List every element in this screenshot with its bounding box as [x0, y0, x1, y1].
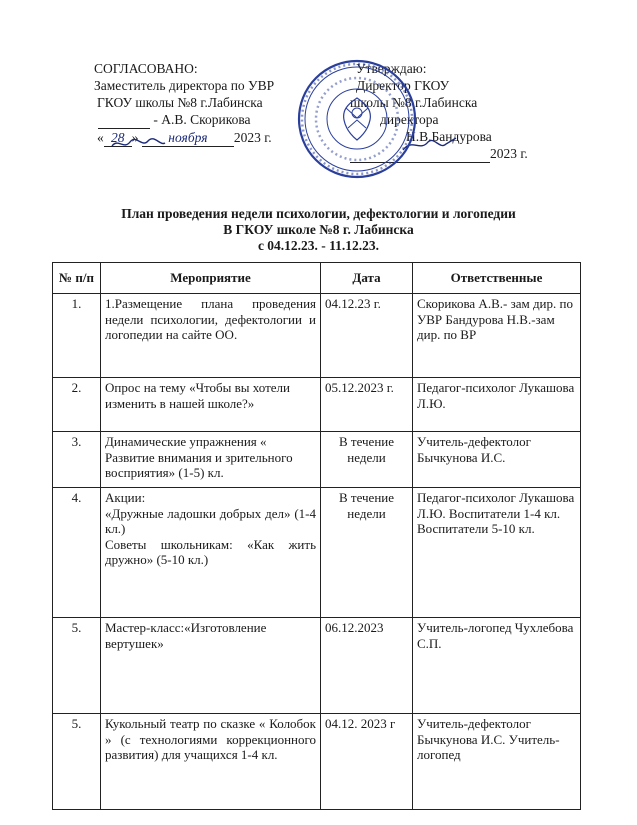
table-row	[53, 432, 581, 488]
row-date: 04.12.23 г.	[321, 294, 413, 378]
table-row	[53, 618, 581, 714]
header-date: Дата	[321, 263, 413, 294]
plan-dates: с 04.12.23. - 11.12.23.	[257, 238, 380, 253]
approval-date-line: « 28 » ноября 2023 г.	[97, 130, 272, 145]
row-event: Опрос на тему «Чтобы вы хотели изменить в нашей школе?»	[101, 378, 321, 432]
row-responsible: Учитель-логопед Чухлебова С.П.	[413, 618, 581, 714]
row-responsible: Учитель-дефектолог Бычкунова И.С. Учитель-логопед	[413, 714, 581, 810]
approval-date-day: 28	[104, 129, 132, 147]
table-header-row	[53, 263, 581, 294]
row-event: Динамические упражнения « Развитие внимания и зрительного восприятия» (1-5) кл.	[101, 432, 321, 488]
approval-name: - А.В. Скорикова	[153, 112, 251, 127]
table-row	[53, 294, 581, 378]
row-num: 5.	[53, 618, 101, 714]
row-event: Кукольный театр по сказке « Колобок » (с технологиями коррекционного развития) для учащихся 1-4 кл.	[101, 714, 321, 810]
row-responsible: Учитель-дефектолог Бычкунова И.С.	[413, 432, 581, 488]
official-stamp	[296, 58, 418, 180]
approve-position: Директор ГКОУ	[356, 78, 450, 93]
row-event: 1.Размещение плана проведения недели психологии, дефектологии и логопедии на сайте ОО.	[101, 294, 321, 378]
row-date: 04.12. 2023 г	[321, 714, 413, 810]
plan-title: План проведения недели психологии, дефектологии и логопедии	[121, 206, 516, 221]
signature-blank	[98, 111, 150, 129]
approve-title: Утверждаю:	[356, 61, 427, 76]
event-part-1: «Дружные ладошки добрых дел» (1-4 кл.)	[105, 505, 316, 536]
plan-school: В ГКОУ школе №8 г. Лабинска	[223, 222, 414, 237]
signature-left	[108, 136, 168, 152]
approval-date-month: ноября	[142, 129, 234, 147]
approval-position: Заместитель директора по УВР	[94, 78, 275, 93]
row-date: В течение недели	[321, 488, 413, 618]
approval-signature-line	[94, 111, 274, 129]
approve-year: 2023 г.	[490, 146, 528, 161]
header-event: Мероприятие	[101, 263, 321, 294]
row-responsible: Скорикова А.В.- зам дир. по УВР Бандурова Н.В.-зам дир. по ВР	[413, 294, 581, 378]
approve-school: школы №8 г.Лабинска	[350, 95, 478, 110]
table-row	[53, 488, 581, 618]
approve-role: директора	[380, 112, 439, 127]
row-date: 06.12.2023	[321, 618, 413, 714]
approval-year: 2023 г.	[233, 130, 272, 145]
approval-block-left	[94, 60, 274, 147]
event-title: Акции:	[105, 490, 146, 505]
row-responsible: Педагог-психолог Лукашова Л.Ю.	[413, 378, 581, 432]
approve-name: Н.В.Бандурова	[406, 129, 492, 144]
row-event	[101, 488, 321, 618]
row-num: 4.	[53, 488, 101, 618]
event-part-2: Советы школьникам: «Как жить дружно» (5-10 кл.)	[105, 536, 316, 567]
approval-title: СОГЛАСОВАНО:	[94, 61, 198, 76]
table-row	[53, 714, 581, 810]
row-date: 05.12.2023 г.	[321, 378, 413, 432]
row-num: 5.	[53, 714, 101, 810]
approval-school: ГКОУ школы №8 г.Лабинска	[97, 95, 263, 110]
row-event: Мастер-класс:«Изготовление вертушек»	[101, 618, 321, 714]
row-num: 3.	[53, 432, 101, 488]
row-responsible: Педагог-психолог Лукашова Л.Ю. Воспитатели 1-4 кл. Воспитатели 5-10 кл.	[413, 488, 581, 618]
header-responsible: Ответственные	[413, 263, 581, 294]
events-table	[52, 262, 581, 810]
row-num: 1.	[53, 294, 101, 378]
row-date: В течение недели	[321, 432, 413, 488]
header-num: № п/п	[53, 263, 101, 294]
row-num: 2.	[53, 378, 101, 432]
table-row	[53, 378, 581, 432]
